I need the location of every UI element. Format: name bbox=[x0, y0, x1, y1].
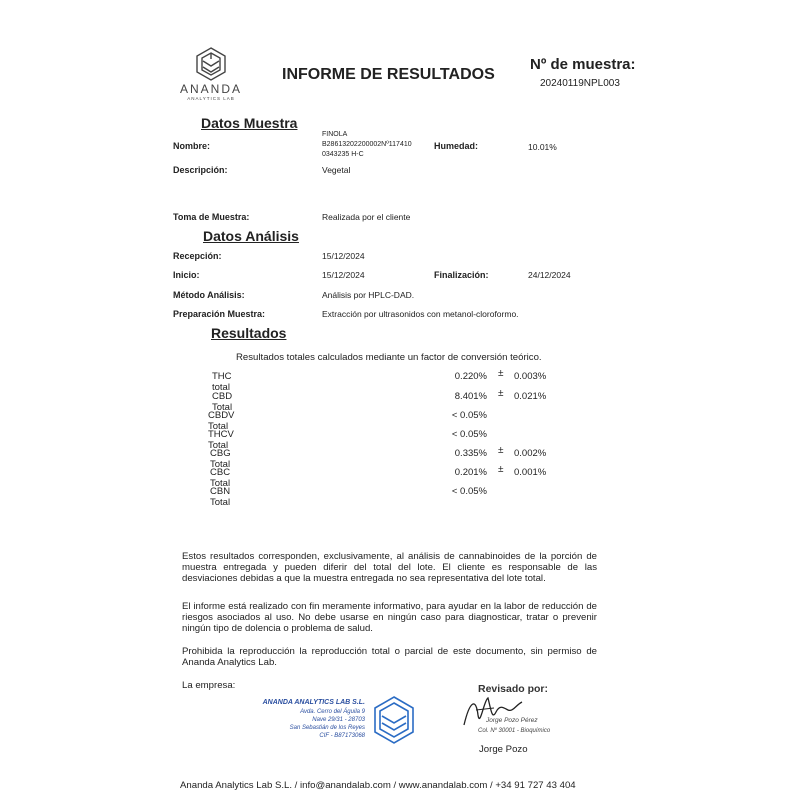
disclaimer-paragraph: El informe está realizado con fin meramente informativo, para ayudar en la labor de reducción de riesgos asociados al uso. No debe usarse en ningún caso para diagnosticar, tratar o prevenir ningún tipo de dolencia o problema de salud. bbox=[182, 601, 597, 635]
footer-contact: Ananda Analytics Lab S.L. / info@anandalab.com / www.anandalab.com / +34 91 727 43 404 bbox=[180, 780, 576, 791]
reviewer-stamp-name: Jorge Pozo Pérez bbox=[486, 717, 538, 724]
descripcion-value: Vegetal bbox=[322, 165, 351, 175]
finalizacion-label: Finalización: bbox=[434, 270, 489, 280]
stamp-address-line: Avda. Cerro del Águila 9 bbox=[300, 709, 365, 715]
section-datos-muestra: Datos Muestra bbox=[201, 115, 298, 131]
nombre-line: 0343235 H-C bbox=[322, 151, 364, 158]
cannabinoid-uncertainty: 0.003% bbox=[514, 371, 547, 382]
cannabinoid-name: CBN Total bbox=[210, 486, 231, 508]
nombre-line: FINOLA bbox=[322, 131, 348, 138]
toma-label: Toma de Muestra: bbox=[173, 212, 250, 222]
company-logo bbox=[176, 45, 246, 105]
nombre-label: Nombre: bbox=[173, 141, 211, 151]
inicio-value: 15/12/2024 bbox=[322, 270, 365, 280]
plus-minus-symbol: ± bbox=[498, 445, 504, 456]
sample-number-label: Nº de muestra: bbox=[530, 56, 636, 73]
cannabinoid-value: 8.401% bbox=[454, 391, 487, 402]
revisado-label: Revisado por: bbox=[478, 683, 549, 695]
cannabinoid-name: CBG Total bbox=[210, 448, 231, 470]
section-resultados: Resultados bbox=[211, 325, 287, 341]
logo-text: ANANDA bbox=[179, 82, 242, 96]
cannabinoid-value: < 0.05% bbox=[451, 486, 487, 497]
section-datos-analisis: Datos Análisis bbox=[203, 228, 299, 244]
stamp-logo-icon bbox=[368, 694, 420, 746]
empresa-label: La empresa: bbox=[182, 680, 236, 691]
cannabinoid-uncertainty: 0.002% bbox=[514, 448, 547, 459]
inicio-label: Inicio: bbox=[173, 270, 200, 280]
recepcion-value: 15/12/2024 bbox=[322, 251, 365, 261]
humedad-label: Humedad: bbox=[434, 141, 479, 151]
resultados-subtitle: Resultados totales calculados mediante un factor de conversión teórico. bbox=[236, 352, 542, 363]
cannabinoid-name: CBC Total bbox=[210, 467, 231, 489]
cannabinoid-name: CBD Total bbox=[212, 391, 233, 413]
disclaimer-paragraph: Estos resultados corresponden, exclusivamente, al análisis de cannabinoides de la porción de muestra entregada y pueden diferir del total del lote. El cliente es responsable de las desviaciones debidas a que la muestra entregada no sea representativa del lote total. bbox=[182, 551, 597, 585]
metodo-label: Método Análisis: bbox=[173, 290, 245, 300]
cannabinoid-uncertainty: 0.001% bbox=[514, 467, 547, 478]
nombre-value bbox=[322, 130, 412, 160]
sample-number: 20240119NPL003 bbox=[540, 78, 620, 89]
stamp-cif: CIF - B87173068 bbox=[319, 733, 365, 739]
cannabinoid-uncertainty: 0.021% bbox=[514, 391, 547, 402]
cannabinoid-name: CBDV Total bbox=[208, 410, 235, 432]
company-stamp bbox=[220, 694, 420, 754]
plus-minus-symbol: ± bbox=[498, 388, 504, 399]
report-title: INFORME DE RESULTADOS bbox=[282, 66, 495, 83]
disclaimer-paragraph: Prohibida la reproducción la reproducción total o parcial de este documento, sin permiso de Ananda Analytics Lab. bbox=[182, 646, 597, 669]
reviewer-stamp-col: Col. Nº 30001 - Bioquímico bbox=[478, 728, 551, 734]
plus-minus-symbol: ± bbox=[498, 368, 504, 379]
cannabinoid-value: < 0.05% bbox=[451, 410, 487, 421]
cannabinoid-value: 0.201% bbox=[454, 467, 487, 478]
preparacion-label: Preparación Muestra: bbox=[173, 309, 266, 319]
toma-value: Realizada por el cliente bbox=[322, 212, 411, 222]
nombre-line: B28613202200002Nº117410 bbox=[322, 141, 412, 148]
finalizacion-value: 24/12/2024 bbox=[528, 270, 571, 280]
metodo-value: Análisis por HPLC-DAD. bbox=[322, 290, 415, 300]
stamp-company: ANANDA ANALYTICS LAB S.L. bbox=[262, 699, 365, 706]
cannabinoid-name: THCV Total bbox=[208, 429, 234, 451]
stamp-address-line: San Sebastián de los Reyes bbox=[289, 725, 365, 731]
logo-subtext: ANALYTICS LAB bbox=[187, 96, 235, 101]
cannabinoid-value: 0.335% bbox=[454, 448, 487, 459]
recepcion-label: Recepción: bbox=[173, 251, 222, 261]
cannabinoid-value: < 0.05% bbox=[451, 429, 487, 440]
descripcion-label: Descripción: bbox=[173, 165, 228, 175]
preparacion-value: Extracción por ultrasonidos con metanol-cloroformo. bbox=[322, 309, 519, 319]
ananda-logo-icon bbox=[176, 45, 246, 85]
cannabinoid-name: THC total bbox=[212, 371, 232, 393]
reviewer-name: Jorge Pozo bbox=[479, 744, 528, 755]
cannabinoid-value: 0.220% bbox=[454, 371, 487, 382]
stamp-address-line: Nave 29/31 - 28703 bbox=[312, 717, 365, 723]
plus-minus-symbol: ± bbox=[498, 464, 504, 475]
humedad-value: 10.01% bbox=[528, 142, 557, 152]
